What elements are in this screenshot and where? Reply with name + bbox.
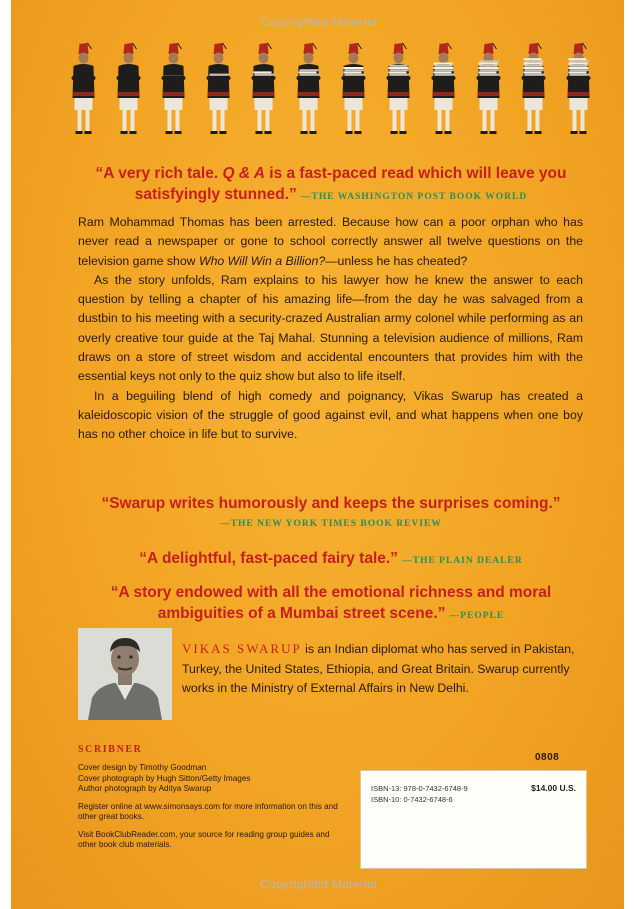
quote-source: —PEOPLE xyxy=(449,611,505,621)
credits xyxy=(78,763,338,858)
figures-row xyxy=(61,40,601,140)
price: $14.00 U.S. xyxy=(531,783,576,793)
synopsis-text: —unless he has cheated? xyxy=(325,253,468,268)
review-quote-people xyxy=(66,582,596,627)
review-quote-washington-post xyxy=(61,163,601,208)
register-note: Register online at www.simonsays.com for more information on this and other great books. xyxy=(78,801,338,821)
waiter-holding-books-figure xyxy=(432,43,456,134)
waiter-holding-books-figure xyxy=(117,43,141,134)
book-back-cover xyxy=(11,0,624,909)
quote-source: —THE PLAIN DEALER xyxy=(402,556,523,566)
cover-design-credit: Cover design by Timothy Goodman xyxy=(78,763,207,772)
waiter-holding-books-figure xyxy=(297,43,321,134)
author-bio xyxy=(182,639,587,699)
watermark-bottom: Copyrighted Material xyxy=(260,877,377,891)
credit-line xyxy=(78,763,338,795)
author-photo-credit: Author photograph by Aditya Swarup xyxy=(78,784,212,793)
isbn-barcode-box xyxy=(360,770,587,869)
waiter-holding-books-figure xyxy=(342,43,366,134)
waiter-holding-books-figure xyxy=(522,43,546,134)
quote-text: “A story endowed with all the emotional richness and moral ambiguities of a Mumbai street scene.” xyxy=(110,584,552,622)
author-bio-text: is an Indian diplomat who has served in Pakistan, Turkey, the United States, Ethiopia, and Great Britain. Swarup currently works in the Ministry of External Affairs in New Delhi. xyxy=(182,642,575,695)
quote-text: “A delightful, fast-paced fairy tale.” xyxy=(139,550,398,567)
waiter-holding-books-figure xyxy=(207,43,231,134)
watermark-top: Copyrighted Material xyxy=(260,15,377,29)
quote-text-part: is a fast-paced read which will leave you satisfyingly stunned.” xyxy=(134,165,567,203)
bookclub-note: Visit BookClubReader.com, your source for reading group guides and other book club materials. xyxy=(78,829,330,849)
quote-text-part: “A very rich tale. xyxy=(95,165,223,182)
author-photo xyxy=(78,628,172,720)
waiter-holding-books-figure xyxy=(72,43,96,134)
waiter-holding-books-figure xyxy=(162,43,186,134)
quote-source: —THE NEW YORK TIMES BOOK REVIEW xyxy=(220,519,442,529)
synopsis-text: Ram Mohammad Thomas has been arrested. Because how can a poor orphan who has never read a newspaper or gone to school correctly answer all twelve questions on the television game show xyxy=(78,215,583,268)
publisher-name: SCRIBNER xyxy=(78,744,143,755)
waiter-holding-books-figure xyxy=(567,43,591,134)
isbn-13: ISBN-13: 978-0-7432-6748-9 xyxy=(371,784,468,793)
waiter-holding-books-figure xyxy=(252,43,276,134)
cover-photo-credit: Cover photograph by Hugh Sitton/Getty Images xyxy=(78,773,251,783)
synopsis-paragraph: In a beguiling blend of high comedy and poignancy, Vikas Swarup has created a kaleidoscopic vision of the struggle of good against evil, and what happens when one boy has no other choice in life but to survive. xyxy=(78,388,583,442)
isbn-10: ISBN-10: 0-7432-6748-6 xyxy=(371,795,453,804)
author-name: VIKAS SWARUP xyxy=(182,641,302,656)
waiter-holding-books-figure xyxy=(387,43,411,134)
synopsis-paragraph xyxy=(78,213,583,271)
show-title-italic: Who Will Win a Billion? xyxy=(198,253,326,268)
review-quote-plain-dealer xyxy=(71,549,591,571)
author-portrait-icon xyxy=(78,628,172,720)
waiter-holding-books-figure xyxy=(477,43,501,134)
quote-title-italic: Q & A xyxy=(222,165,265,182)
quote-text: “Swarup writes humorously and keeps the surprises coming.” xyxy=(101,495,561,512)
review-quote-nyt xyxy=(71,494,591,534)
synopsis-paragraph: As the story unfolds, Ram explains to his lawyer how he knew the answer to each question by telling a chapter of his amazing life—from the day he was salvaged from a dustbin to his meeting with a security-crazed Australian army colonel while performing as an overly creative tour guide at the Taj Mahal. Stunning a television audience of millions, Ram draws on a store of street wisdom and accidental encounters that provides him with the essential keys not only to the quiz show but also to life itself. xyxy=(78,272,583,384)
quote-source: —THE WASHINGTON POST BOOK WORLD xyxy=(301,192,528,202)
synopsis xyxy=(78,213,583,445)
product-code: 0808 xyxy=(535,752,560,763)
